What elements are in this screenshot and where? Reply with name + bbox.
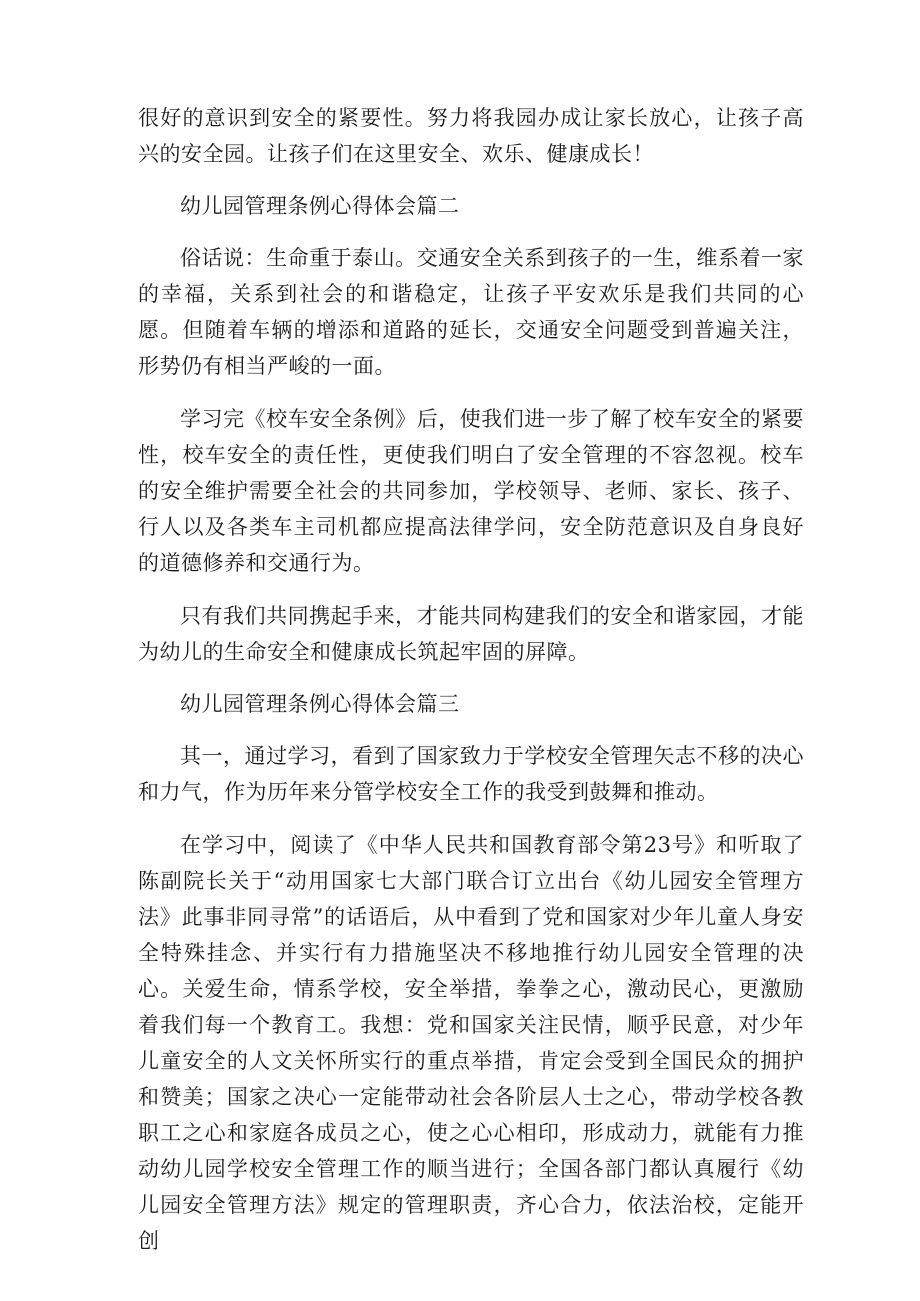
paragraph-study-reflection: 在学习中，阅读了《中华人民共和国教育部令第23号》和听取了陈副院长关于“动用国家七大部门联合订立出台《幼儿园安全管理方法》此事非同寻常”的话语后，从中看到了党和国家对少年儿童人身安全特殊挂念、并实行有力措施坚决不移地推行幼儿园安全管理的决心。关爱生命，情系学校，安全举措，拳拳之心，激动民心，更激励着我们每一个教育工。我想：党和国家关注民情，顺乎民意，对少年儿童安全的人文关怀所实行的重点举措，肯定会受到全国民众的拥护和赞美；国家之决心一定能带动社会各阶层人士之心，带动学校各教职工之心和家庭各成员之心，使之心心相印，形成动力，就能有力推动幼儿园学校安全管理工作的顺当进行；全国各部门都认真履行《幼儿园安全管理方法》规定的管理职责，齐心合力，依法治校，定能开创 [138,833,804,1253]
section-heading-part-three: 幼儿园管理条例心得体会篇三 [180,692,460,716]
paragraph-closing-safety: 很好的意识到安全的紧要性。努力将我园办成让家长放心，让孩子高兴的安全园。让孩子们在这里安全、欢乐、健康成长！ [138,106,804,166]
paragraph-school-bus-regulations: 学习完《校车安全条例》后，使我们进一步了解了校车安全的紧要性，校车安全的责任性，更使我们明白了安全管理的不容忽视。校车的安全维护需要全社会的共同参加，学校领导、老师、家长、孩子、行人以及各类车主司机都应提高法律学问，安全防范意识及自身良好的道德修养和交通行为。 [138,407,804,575]
paragraph-first-point: 其一，通过学习，看到了国家致力于学校安全管理矢志不移的决心和力气，作为历年来分管学校安全工作的我受到鼓舞和推动。 [138,744,804,804]
paragraph-traffic-safety: 俗话说：生命重于泰山。交通安全关系到孩子的一生，维系着一家的幸福，关系到社会的和谐稳定，让孩子平安欢乐是我们共同的心愿。但随着车辆的增添和道路的延长，交通安全问题受到普遍关注，形势仍有相当严峻的一面。 [138,246,804,378]
paragraph-join-hands: 只有我们共同携起手来，才能共同构建我们的安全和谐家园，才能为幼儿的生命安全和健康成长筑起牢固的屏障。 [138,604,804,664]
section-heading-part-two: 幼儿园管理条例心得体会篇二 [180,194,460,218]
